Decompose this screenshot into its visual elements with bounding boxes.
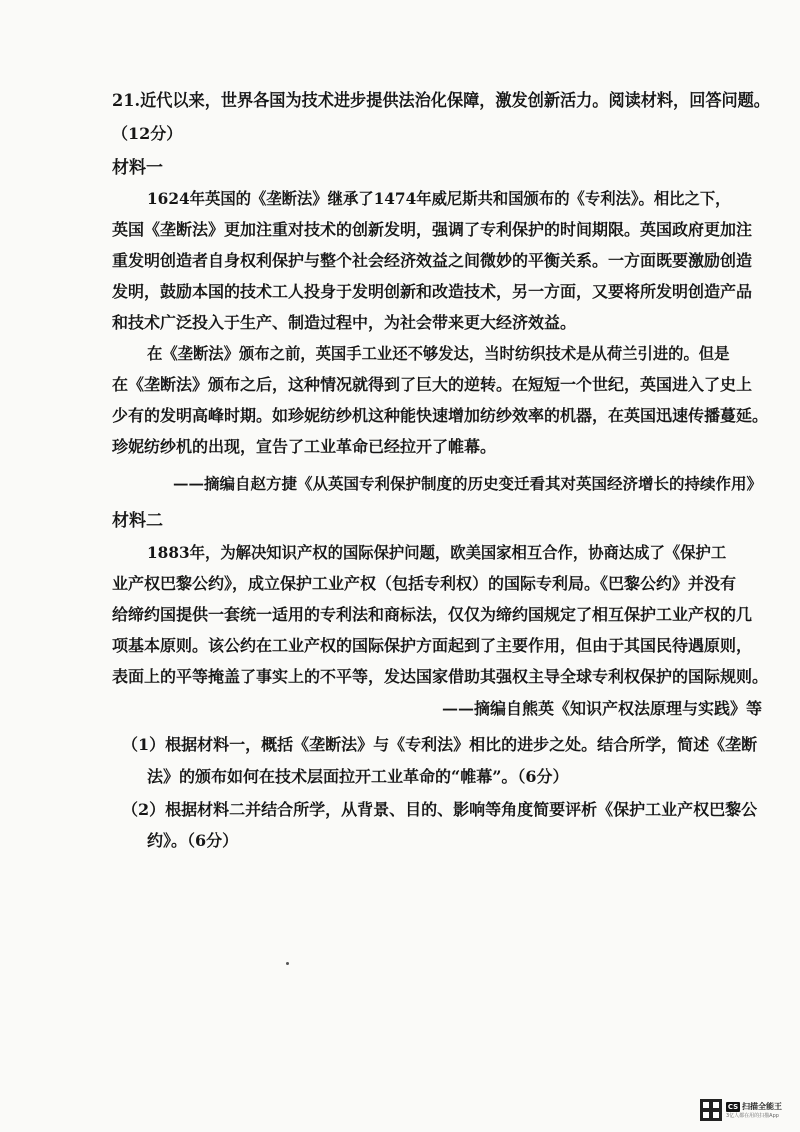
scanner-name: 扫描全能王 (742, 1102, 782, 1111)
material2-line: 业产权巴黎公约》，成立保护工业产权（包括专利权）的国际专利局。《巴黎公约》并没有 (112, 574, 737, 593)
material2-line: 1883年，为解决知识产权的国际保护问题，欧美国家相互合作，协商达成了《保护工 (147, 543, 727, 562)
material1-heading: 材料一 (112, 158, 163, 178)
cs-logo: CS (727, 1102, 739, 1111)
subquestion-1-line-2: 法》的颁布如何在技术层面拉开工业革命的“帷幕”。（6分） (147, 767, 569, 786)
subquestion-1-line-1: （1）根据材料一，概括《垄断法》与《专利法》相比的进步之处。结合所学，简述《垄断 (122, 735, 758, 754)
material2-line: 项基本原则。该公约在工业产权的国际保护方面起到了主要作用，但由于其国民待遇原则， (112, 636, 753, 655)
material2-heading: 材料二 (112, 511, 163, 531)
material1-line: 珍妮纺纱机的出现，宣告了工业革命已经拉开了帷幕。 (112, 437, 497, 456)
question-title: 21.近代以来，世界各国为技术进步提供法治化保障，激发创新活力。阅读材料，回答问题。 (112, 91, 770, 111)
scanner-watermark (700, 1093, 790, 1127)
qr-code-icon (700, 1099, 722, 1121)
material2-line: 给缔约国提供一套统一适用的专利法和商标法，仅仅为缔约国规定了相互保护工业产权的几 (112, 605, 753, 624)
material1-line: 在《垄断法》颁布之后，这种情况就得到了巨大的逆转。在短短一个世纪，英国进入了史上 (112, 375, 753, 394)
scan-speck (286, 962, 289, 965)
material1-line: 和技术广泛投入于生产、制造过程中，为社会带来更大经济效益。 (112, 313, 577, 332)
material1-line: 1624年英国的《垄断法》继承了1474年威尼斯共和国颁布的《专利法》。相比之下， (147, 189, 731, 208)
material1-source: ——摘编自赵方捷《从英国专利保护制度的历史变迁看其对英国经济增长的持续作用》 (172, 474, 762, 493)
subquestion-2-line-1: （2）根据材料二并结合所学，从背景、目的、影响等角度简要评析《保护工业产权巴黎公 (122, 800, 758, 819)
material2-source: ——摘编自熊英《知识产权法原理与实践》等 (441, 699, 762, 718)
material1-line: 少有的发明高峰时期。如珍妮纺纱机这种能快速增加纺纱效率的机器，在英国迅速传播蔓延。 (112, 406, 769, 425)
scanner-text (726, 1101, 782, 1119)
material1-line: 在《垄断法》颁布之前，英国手工业还不够发达，当时纺织技术是从荷兰引进的。但是 (147, 344, 730, 363)
question-score: （12分） (112, 124, 183, 143)
material1-line: 英国《垄断法》更加注重对技术的创新发明，强调了专利保护的时间期限。英国政府更加注 (112, 220, 753, 239)
scanner-subtitle: 3亿人都在用的扫描App (726, 1113, 779, 1119)
subquestion-2-line-2: 约》。（6分） (147, 831, 239, 850)
material1-line: 发明，鼓励本国的技术工人投身于发明创新和改造技术，另一方面，又要将所发明创造产品 (112, 282, 753, 301)
material1-line: 重发明创造者自身权利保护与整个社会经济效益之间微妙的平衡关系。一方面既要激励创造 (112, 251, 753, 270)
material2-line: 表面上的平等掩盖了事实上的不平等，发达国家借助其强权主导全球专利权保护的国际规则。 (112, 667, 769, 686)
